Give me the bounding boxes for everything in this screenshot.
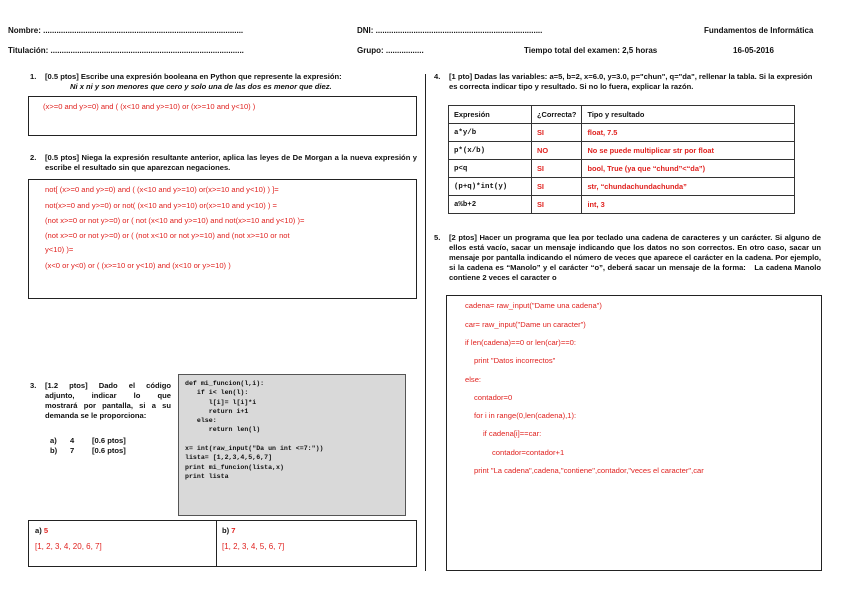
q4-ok-cell[interactable]: SI — [532, 160, 582, 178]
q3-number: 3. — [30, 381, 37, 390]
nombre-field[interactable]: Nombre: .......................................................................................... — [8, 26, 244, 35]
table-row — [449, 160, 795, 178]
q5-code-line: else: — [465, 375, 482, 384]
q5-number: 5. — [434, 233, 441, 242]
q3-option-letter: a) — [50, 436, 57, 445]
q3-answer-divider — [216, 521, 217, 566]
q4-header-expression: Expresión — [449, 106, 532, 124]
q4-expr-cell: p<q — [449, 160, 532, 178]
q4-expr-cell: (p+q)*int(y) — [449, 178, 532, 196]
q3-text-line: mostrará por pantalla, si a su — [45, 401, 171, 410]
q3-answer-a-list: [1, 2, 3, 4, 20, 6, 7] — [35, 542, 102, 551]
q5-code-line: car= raw_input("Dame un caracter") — [465, 320, 586, 329]
q3-option-points: [0.6 ptos] — [92, 446, 126, 455]
q3-answer-b — [222, 526, 236, 536]
q4-text: [1 pto] Dadas las variables: a=5, b=2, x=6.0, y=3.0, p="chun", q="da", rellenar la tabla. Si la expresión es correcta indicar tipo y resultado. Si no lo fuera, explicar la razón. — [449, 72, 813, 91]
q2-text: [0.5 ptos] Niega la expresión resultante anterior, aplica las leyes de De Morgan a la nueva expresión y escribe el resultado sin que aparezcan negaciones. — [45, 153, 417, 172]
q5-code-line: contador=contador+1 — [492, 448, 565, 457]
q3-text-line: [1.2 ptos] Dado el código — [45, 381, 171, 390]
q4-result-cell[interactable]: bool, True (ya que “chund”<“da”) — [582, 160, 795, 178]
table-row — [449, 196, 795, 214]
q5-answer-box[interactable] — [446, 295, 822, 571]
q4-ok-cell[interactable]: SI — [532, 196, 582, 214]
column-divider — [425, 74, 426, 571]
q2-line: y<10) )= — [45, 245, 74, 254]
q5-text — [449, 233, 821, 283]
q1-statement: [0.5 ptos] Escribe una expresión booleana en Python que represente la expresión: — [45, 72, 342, 81]
q4-result-cell[interactable]: str, “chundachundachunda” — [582, 178, 795, 196]
grupo-field[interactable]: Grupo: ................. — [357, 46, 424, 55]
q3-answer-a-value: 5 — [43, 526, 49, 535]
q4-expr-cell: p*(x/b) — [449, 142, 532, 160]
q2-line: (x<0 or y<0) or ( (x>=10 or y<10) and (x<10 or y>=10) ) — [45, 261, 231, 270]
q4-header-correct: ¿Correcta? — [532, 106, 582, 124]
q4-expr-cell: a*y/b — [449, 124, 532, 142]
q4-ok-cell[interactable]: SI — [532, 124, 582, 142]
table-row — [449, 124, 795, 142]
q4-ok-cell[interactable]: SI — [532, 178, 582, 196]
q5-code-line: contador=0 — [474, 393, 513, 402]
q5-code-line: cadena= raw_input("Dame una cadena") — [465, 301, 602, 310]
q3-option-letter: b) — [50, 446, 58, 455]
q3-answer-a — [35, 526, 48, 536]
q2-line: not(x>=0 and y>=0) or not( (x<10 and y>=10) or(x>=10 and y<10) ) = — [45, 201, 277, 210]
q4-result-cell[interactable]: No se puede multiplicar str por float — [582, 142, 795, 160]
q3-text — [45, 381, 171, 421]
q1-answer: (x>=0 and y>=0) and ( (x<10 and y>=10) or (x>=10 and y<10) ) — [43, 102, 256, 111]
dni-field[interactable]: DNI: ........................................................................... — [357, 26, 543, 35]
q5-statement: [2 ptos] Hacer un programa que lea por teclado una cadena de caracteres y un carácter. Si alguno de ellos está vacío, sacar un mensaje indicando que los datos no son correctos. En otro caso, sacar un mensaje por pantalla indicando el número de veces que aparece el carácter en la cadena. Por ejemplo, si la cadena es “Manolo” y el carácter “o”, deberá sacar un mensaje de la forma: — [449, 233, 821, 272]
q3-answer-b-list: [1, 2, 3, 4, 5, 6, 7] — [222, 542, 285, 551]
titulacion-field[interactable]: Titulación: ....................................................................................... — [8, 46, 244, 55]
q2-line: (not x>=0 or not y>=0) or ( not (x<10 and y>=10) and not(x>=10 and y<10) )= — [45, 216, 305, 225]
q4-table — [448, 105, 795, 214]
q3-answer-b-label: b) — [222, 526, 230, 535]
q3-text-line: demanda se le proporciona: — [45, 411, 147, 420]
q3-option-points: [0.6 ptos] — [92, 436, 126, 445]
q1-statement-italic: Ni x ni y son menores que cero y solo una de las dos es menor que diez. — [70, 82, 332, 91]
q3-answer-b-value: 7 — [231, 526, 236, 535]
exam-time: Tiempo total del examen: 2,5 horas — [524, 46, 658, 55]
q3-option-a — [50, 436, 126, 446]
q4-ok-cell[interactable]: NO — [532, 142, 582, 160]
table-row — [449, 142, 795, 160]
q3-option-b — [50, 446, 126, 456]
q3-answer-a-label: a) — [35, 526, 42, 535]
q2-number: 2. — [30, 153, 37, 162]
q1-answer-box[interactable] — [28, 96, 417, 136]
q2-line: (not x>=0 or not y>=0) or ( (not x<10 or not y>=10) and (not x>=10 or not — [45, 231, 290, 240]
exam-date: 16-05-2016 — [733, 46, 774, 55]
q4-header-result: Tipo y resultado — [582, 106, 795, 124]
q5-code-line: for i in range(0,len(cadena),1): — [474, 411, 577, 420]
q3-code-block: def mi_funcion(l,i): if i< len(l): l[i]= l[i]*i return i+1 else: return len(l) x= int(raw_input("Da un int <=7:")) lista= [1,2,3,4,5,6,7] print mi_funcion(lista,x) print lista — [178, 374, 406, 516]
q5-code-line: print "La cadena",cadena,"contiene",contador,"veces el caracter",car — [474, 466, 704, 475]
q4-result-cell[interactable]: int, 3 — [582, 196, 795, 214]
q5-code-line: if cadena[i]==car: — [483, 429, 542, 438]
q5-example: La cadena Manolo contiene 2 veces el caracter o — [449, 263, 821, 282]
table-row — [449, 178, 795, 196]
q3-answer-box[interactable] — [28, 520, 417, 567]
q2-answer-box[interactable] — [28, 179, 417, 299]
course-title: Fundamentos de Informática — [704, 26, 814, 35]
q4-number: 4. — [434, 72, 441, 81]
q3-text-line: adjunto, indicar lo que — [45, 391, 171, 400]
q3-option-value: 4 — [70, 436, 75, 445]
q4-result-cell[interactable]: float, 7.5 — [582, 124, 795, 142]
q5-code-line: if len(cadena)==0 or len(car)==0: — [465, 338, 577, 347]
q5-code-line: print "Datos incorrectos" — [474, 356, 556, 365]
q4-expr-cell: a%b+2 — [449, 196, 532, 214]
q1-number: 1. — [30, 72, 37, 81]
q2-line: not[ (x>=0 and y>=0) and ( (x<10 and y>=10) or(x>=10 and y<10) ) ]= — [45, 185, 279, 194]
q1-text — [45, 72, 417, 92]
q3-option-value: 7 — [70, 446, 75, 455]
